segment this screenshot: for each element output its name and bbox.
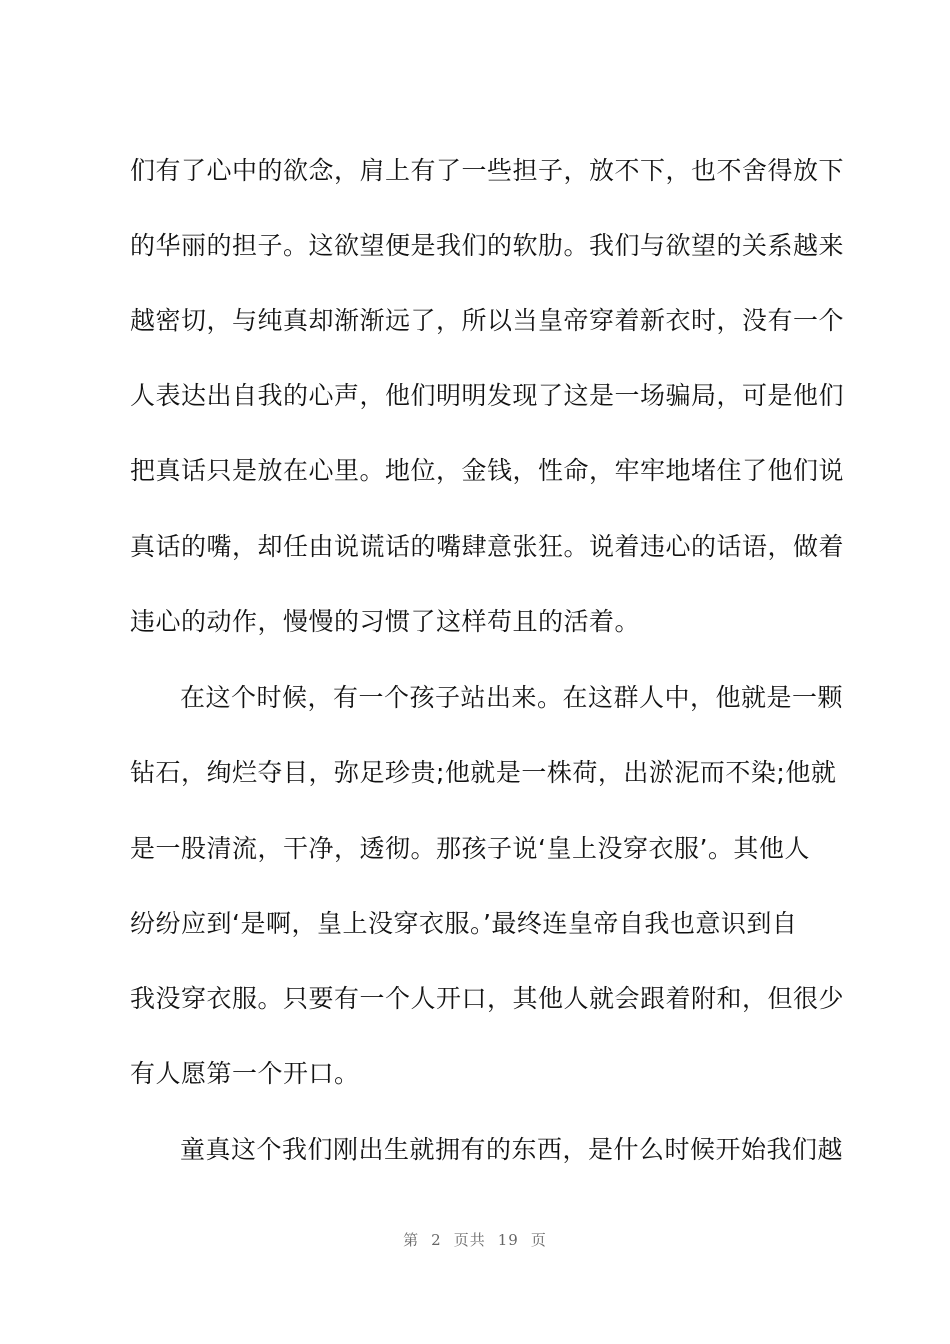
text-line: 有人愿第一个开口。	[130, 1059, 360, 1088]
text-line: 人表达出自我的心声，他们明明发现了这是一场骗局，可是他们	[130, 381, 845, 410]
paragraph-first-line: 在这个时候，有一个孩子站出来。在这群人中，他就是一颗	[180, 683, 844, 712]
text-line: 越密切，与纯真却渐渐远了，所以当皇帝穿着新衣时，没有一个	[130, 306, 845, 335]
total-pages: 19	[497, 1231, 519, 1249]
text-line: 违心的动作，慢慢的习惯了这样苟且的活着。	[130, 607, 641, 636]
text-line: 是一股清流，干净，透彻。那孩子说‘皇上没穿衣服’。其他人	[130, 834, 810, 863]
text-line: 我没穿衣服。只要有一个人开口，其他人就会跟着附和，但很少	[130, 984, 845, 1013]
page-footer	[0, 1229, 950, 1250]
footer-prefix: 第	[403, 1231, 420, 1249]
text-line: 把真话只是放在心里。地位，金钱，性命，牢牢地堵住了他们说	[130, 456, 845, 485]
paragraph-first-line: 童真这个我们刚出生就拥有的东西，是什么时候开始我们越	[180, 1135, 844, 1164]
text-line: 纷纷应到‘是啊，皇上没穿衣服。’最终连皇帝自我也意识到自	[130, 909, 798, 938]
text-line: 真话的嘴，却任由说谎话的嘴肆意张狂。说着违心的话语，做着	[130, 532, 845, 561]
text-line: 们有了心中的欲念，肩上有了一些担子，放不下，也不舍得放下	[130, 156, 845, 185]
footer-suffix: 页	[530, 1231, 547, 1249]
text-line: 钻石，绚烂夺目，弥足珍贵;他就是一株荷，出淤泥而不染;他就	[130, 758, 837, 787]
footer-mid: 页共	[453, 1231, 486, 1249]
text-line: 的华丽的担子。这欲望便是我们的软肋。我们与欲望的关系越来	[130, 231, 845, 260]
page-number: 2	[431, 1231, 442, 1249]
